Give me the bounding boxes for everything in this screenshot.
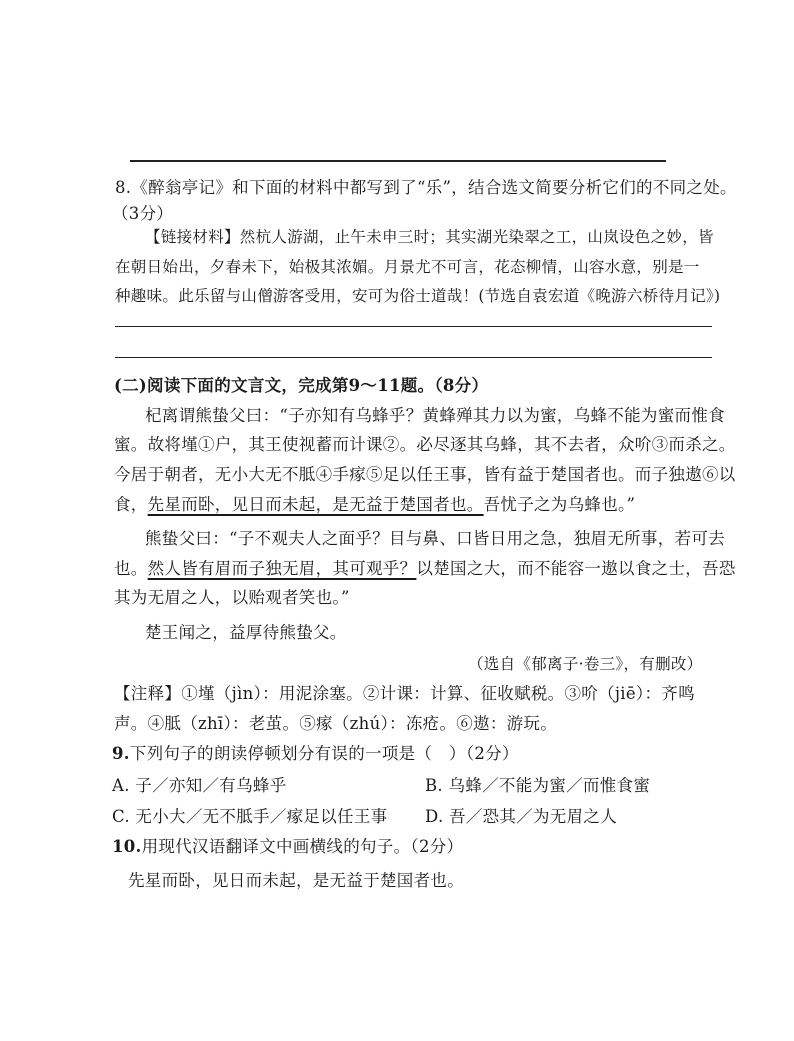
q8-stem-text: 8.《醉翁亭记》和下面的材料中都写到了“乐”，结合选文简要分析它们的不同之处。 xyxy=(115,178,737,197)
q9-stem xyxy=(112,743,519,765)
p2-text-a: 也。 xyxy=(114,559,148,578)
q8-material-line-2: 在朝日始出，夕春未下，始极其浓媚。月景尤不可言，花态柳情，山容水意，别是一 xyxy=(115,258,700,276)
q9-number: 9. xyxy=(112,744,130,763)
q8-score xyxy=(112,203,173,225)
p1-text-a: 食， xyxy=(114,495,148,514)
q9-stem-text: 下列句子的朗读停顿划分有误的一项是（ ）（2分） xyxy=(129,744,519,763)
q8-stem xyxy=(115,177,737,199)
passage-source: （选自《郁离子·卷三》，有删改） xyxy=(468,655,703,673)
q10-number: 10. xyxy=(112,837,142,856)
q9-option-d[interactable]: D. 吾／恐其／为无眉之人 xyxy=(425,807,618,826)
underlined-sentence-2: 然人皆有眉而子独无眉，其可观乎？ xyxy=(147,559,417,578)
answer-line xyxy=(115,326,712,327)
q8-material-line-3: 种趣味。此乐留与山僧游客受用，安可为俗士道哉！(节选自袁宏道《晚游六桥待月记》) xyxy=(115,287,721,305)
passage-p2-line-3: 其为无眉之人，以贻观者笑也。” xyxy=(114,588,350,607)
q8-score-text: （3分） xyxy=(112,204,174,223)
p2-text-b: 以楚国之大，而不能容一遨以食之士，吾恐 xyxy=(416,559,736,578)
q10-stem-text: 用现代汉语翻译文中画横线的句子。（2分） xyxy=(141,837,464,856)
answer-line xyxy=(130,160,666,162)
underlined-sentence-1: 先星而卧，见日而未起，是无益于楚国者也。 xyxy=(147,495,484,514)
q9-option-b[interactable]: B. 乌蜂／不能为蜜／而惟食蜜 xyxy=(425,776,651,795)
notes-line-2: 声。④胝（zhī）：老茧。⑤瘃（zhú）：冻疮。⑥遨：游玩。 xyxy=(114,714,558,733)
p1-text-b: 吾忧子之为乌蜂也。” xyxy=(483,495,636,514)
section-heading: (二)阅读下面的文言文，完成第9～11题。（8分） xyxy=(114,376,489,395)
answer-line xyxy=(115,357,712,358)
q8-material-line-1: 【链接材料】然杭人游湖，止午未申三时；其实湖光染翠之工，山岚设色之妙，皆 xyxy=(145,228,714,246)
passage-p1-line-4 xyxy=(114,494,635,516)
q10-sentence: 先星而卧，见日而未起，是无益于楚国者也。 xyxy=(128,871,464,890)
passage-p1-line-2: 蜜。故将墐①户，其王使视蓄而计课②。必尽逐其乌蜂，其不去者，众吤③而杀之。 xyxy=(114,435,736,454)
passage-p1-line-3: 今居于朝者，无小大无不胝④手瘃⑤足以任王事，皆有益于楚国者也。而子独遨⑥以 xyxy=(114,465,736,484)
notes-line-1: 【注释】①墐（jìn）：用泥涂塞。②计课：计算、征收赋税。③吤（jiē）：齐鸣 xyxy=(114,684,695,703)
passage-p2-line-1: 熊蛰父曰：“子不观夫人之面乎？目与鼻、口皆日用之急，独眉无所事，若可去 xyxy=(145,529,725,548)
passage-p2-line-2 xyxy=(114,558,736,580)
q9-option-a[interactable]: A. 子／亦知／有乌蜂乎 xyxy=(112,776,287,795)
passage-p3: 楚王闻之，益厚待熊蛰父。 xyxy=(145,623,347,642)
passage-p1-line-1: 杞离谓熊蛰父曰：“子亦知有乌蜂乎？黄蜂殚其力以为蜜，乌蜂不能为蜜而惟食 xyxy=(145,406,725,425)
q9-option-c[interactable]: C. 无小大／无不胝手／瘃足以任王事 xyxy=(112,807,388,826)
q10-stem xyxy=(112,836,463,858)
